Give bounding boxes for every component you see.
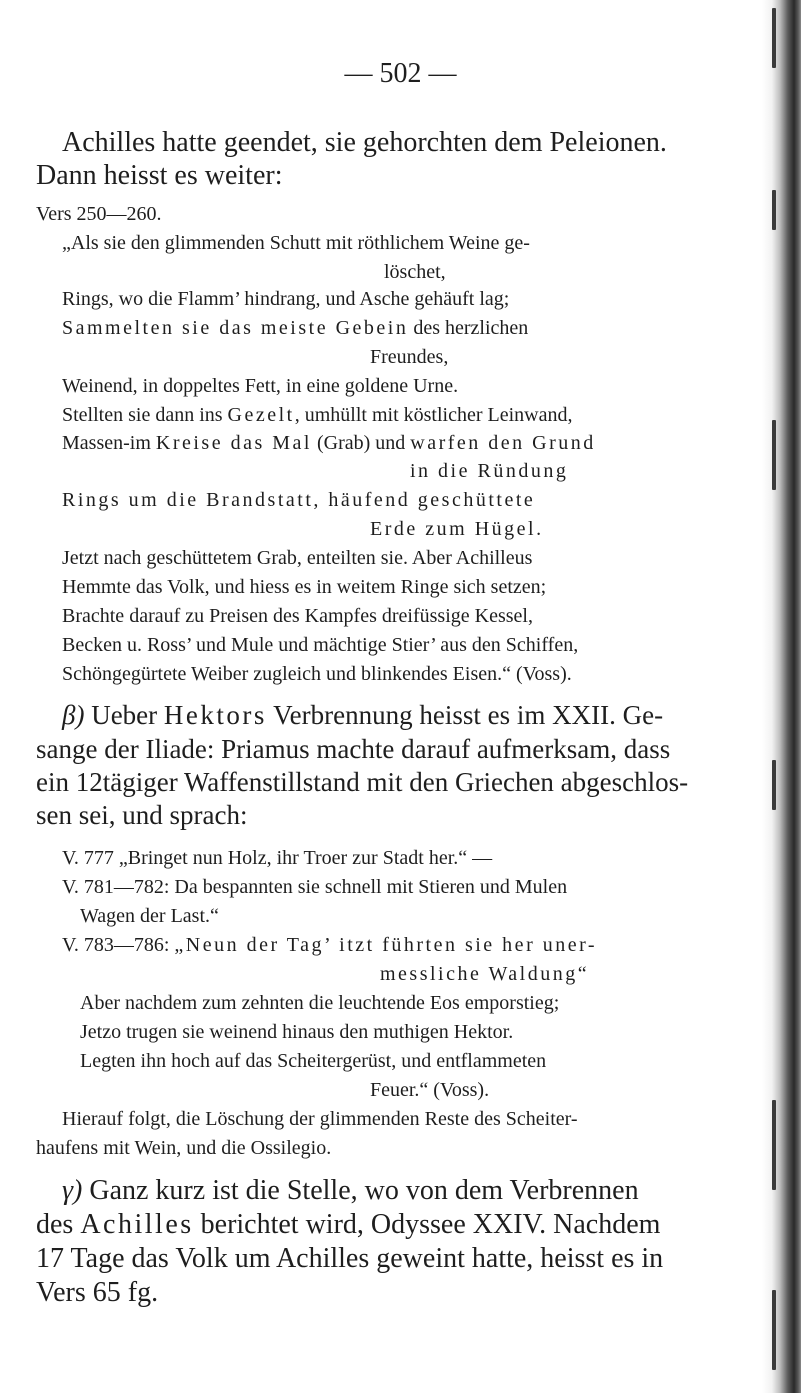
quote-line: Rings, wo die Flamm’ hindrang, und Asche gehäuft lag; xyxy=(62,288,510,310)
plain-text: des xyxy=(36,1209,81,1240)
quote-line: Rings um die Brandstatt, häufend geschüttete xyxy=(62,489,536,511)
spaced-text: Kreise das Mal xyxy=(155,432,312,454)
plain-text: , umhüllt mit köstlicher Leinwand, xyxy=(294,404,573,426)
quote-line: Hemmte das Volk, und hiess es in weitem Ringe sich setzen; xyxy=(62,576,547,598)
verse-line: Feuer.“ (Voss). xyxy=(370,1079,490,1101)
quote-line xyxy=(62,318,528,338)
paragraph-line xyxy=(62,702,663,729)
plain-text: Ganz kurz ist die Stelle, wo von dem Verbrennen xyxy=(82,1175,639,1206)
quote-line: in die Ründung xyxy=(410,460,569,482)
paragraph-line xyxy=(62,1177,639,1205)
verse-line xyxy=(62,935,597,955)
plain-text: (Grab) und xyxy=(311,432,411,454)
section-marker: γ) xyxy=(62,1175,83,1206)
quote-line: Becken u. Ross’ und Mule und mächtige Stier’ aus den Schiffen, xyxy=(62,634,579,656)
spaced-text: warfen den Grund xyxy=(410,432,596,454)
verse-line: Legten ihn hoch auf das Scheitergerüst, und entflammeten xyxy=(80,1050,547,1072)
plain-text: Verbrennung heisst es im XXII. Ge- xyxy=(266,700,664,730)
quote-line xyxy=(62,405,572,425)
quote-line: „Als sie den glimmenden Schutt mit röthlichem Weine ge- xyxy=(62,232,530,254)
page-number: — 502 — xyxy=(344,58,457,89)
quote-line xyxy=(62,433,596,453)
quote-line: Brachte darauf zu Preisen des Kampfes dreifüssige Kessel, xyxy=(62,605,533,627)
plain-text: Ueber xyxy=(84,700,164,730)
edge-mark xyxy=(772,8,776,68)
spaced-text: Sammelten sie das meiste Gebein xyxy=(62,317,409,339)
plain-text: V. 783—786: xyxy=(62,934,175,956)
spaced-text: Gezelt xyxy=(227,404,295,426)
quote-line: Schöngegürtete Weiber zugleich und blinkendes Eisen.“ (Voss). xyxy=(62,663,572,685)
plain-text: Stellten sie dann ins xyxy=(62,404,228,426)
quote-line: Freundes, xyxy=(370,346,449,368)
quote-line: Erde zum Hügel. xyxy=(370,518,544,540)
verse-line: Aber nachdem zum zehnten die leuchtende Eos emporstieg; xyxy=(80,992,560,1014)
spaced-text: „Neun der Tag’ itzt führten sie her uner- xyxy=(174,934,598,956)
paragraph-line: Dann heisst es weiter: xyxy=(36,160,283,191)
plain-text: berichtet wird, Odyssee XXIV. Nachdem xyxy=(193,1209,661,1240)
page-edge-shadow xyxy=(762,0,801,1393)
paragraph-line: 17 Tage das Volk um Achilles geweint hatte, heisst es in xyxy=(36,1243,664,1274)
spaced-text: Hektors xyxy=(163,700,267,730)
paragraph-line: Vers 65 fg. xyxy=(36,1277,159,1308)
quote-line: löschet, xyxy=(384,261,446,283)
paragraph-line: sen sei, und sprach: xyxy=(36,800,248,830)
edge-mark xyxy=(772,1290,776,1370)
paragraph-line: Hierauf folgt, die Löschung der glimmenden Reste des Scheiter- xyxy=(62,1108,578,1130)
paragraph-line: Achilles hatte geendet, sie gehorchten dem Peleionen. xyxy=(62,127,667,158)
spaced-text: Achilles xyxy=(80,1209,194,1240)
verse-reference: Vers 250—260. xyxy=(36,203,162,225)
edge-mark xyxy=(772,190,776,230)
edge-mark xyxy=(772,1100,776,1190)
edge-mark xyxy=(772,760,776,810)
verse-line: Jetzo trugen sie weinend hinaus den muthigen Hektor. xyxy=(80,1021,514,1043)
verse-line: V. 777 „Bringet nun Holz, ihr Troer zur Stadt her.“ — xyxy=(62,847,493,869)
paragraph-line: haufens mit Wein, und die Ossilegio. xyxy=(36,1137,332,1159)
quote-line: Weinend, in doppeltes Fett, in eine goldene Urne. xyxy=(62,375,459,397)
plain-text: Massen-im xyxy=(62,432,156,454)
plain-text: des herzlichen xyxy=(408,317,529,339)
verse-line: messliche Waldung“ xyxy=(380,963,590,985)
section-marker: β) xyxy=(62,700,85,730)
paragraph-line xyxy=(36,1211,660,1239)
paragraph-line: sange der Iliade: Priamus machte darauf aufmerksam, dass xyxy=(36,734,671,764)
verse-line: Wagen der Last.“ xyxy=(80,905,219,927)
edge-mark xyxy=(772,420,776,490)
paragraph-line: ein 12tägiger Waffenstillstand mit den Griechen abgeschlos- xyxy=(36,767,689,797)
verse-line: V. 781—782: Da bespannten sie schnell mit Stieren und Mulen xyxy=(62,876,568,898)
quote-line: Jetzt nach geschüttetem Grab, enteilten sie. Aber Achilleus xyxy=(62,547,533,569)
